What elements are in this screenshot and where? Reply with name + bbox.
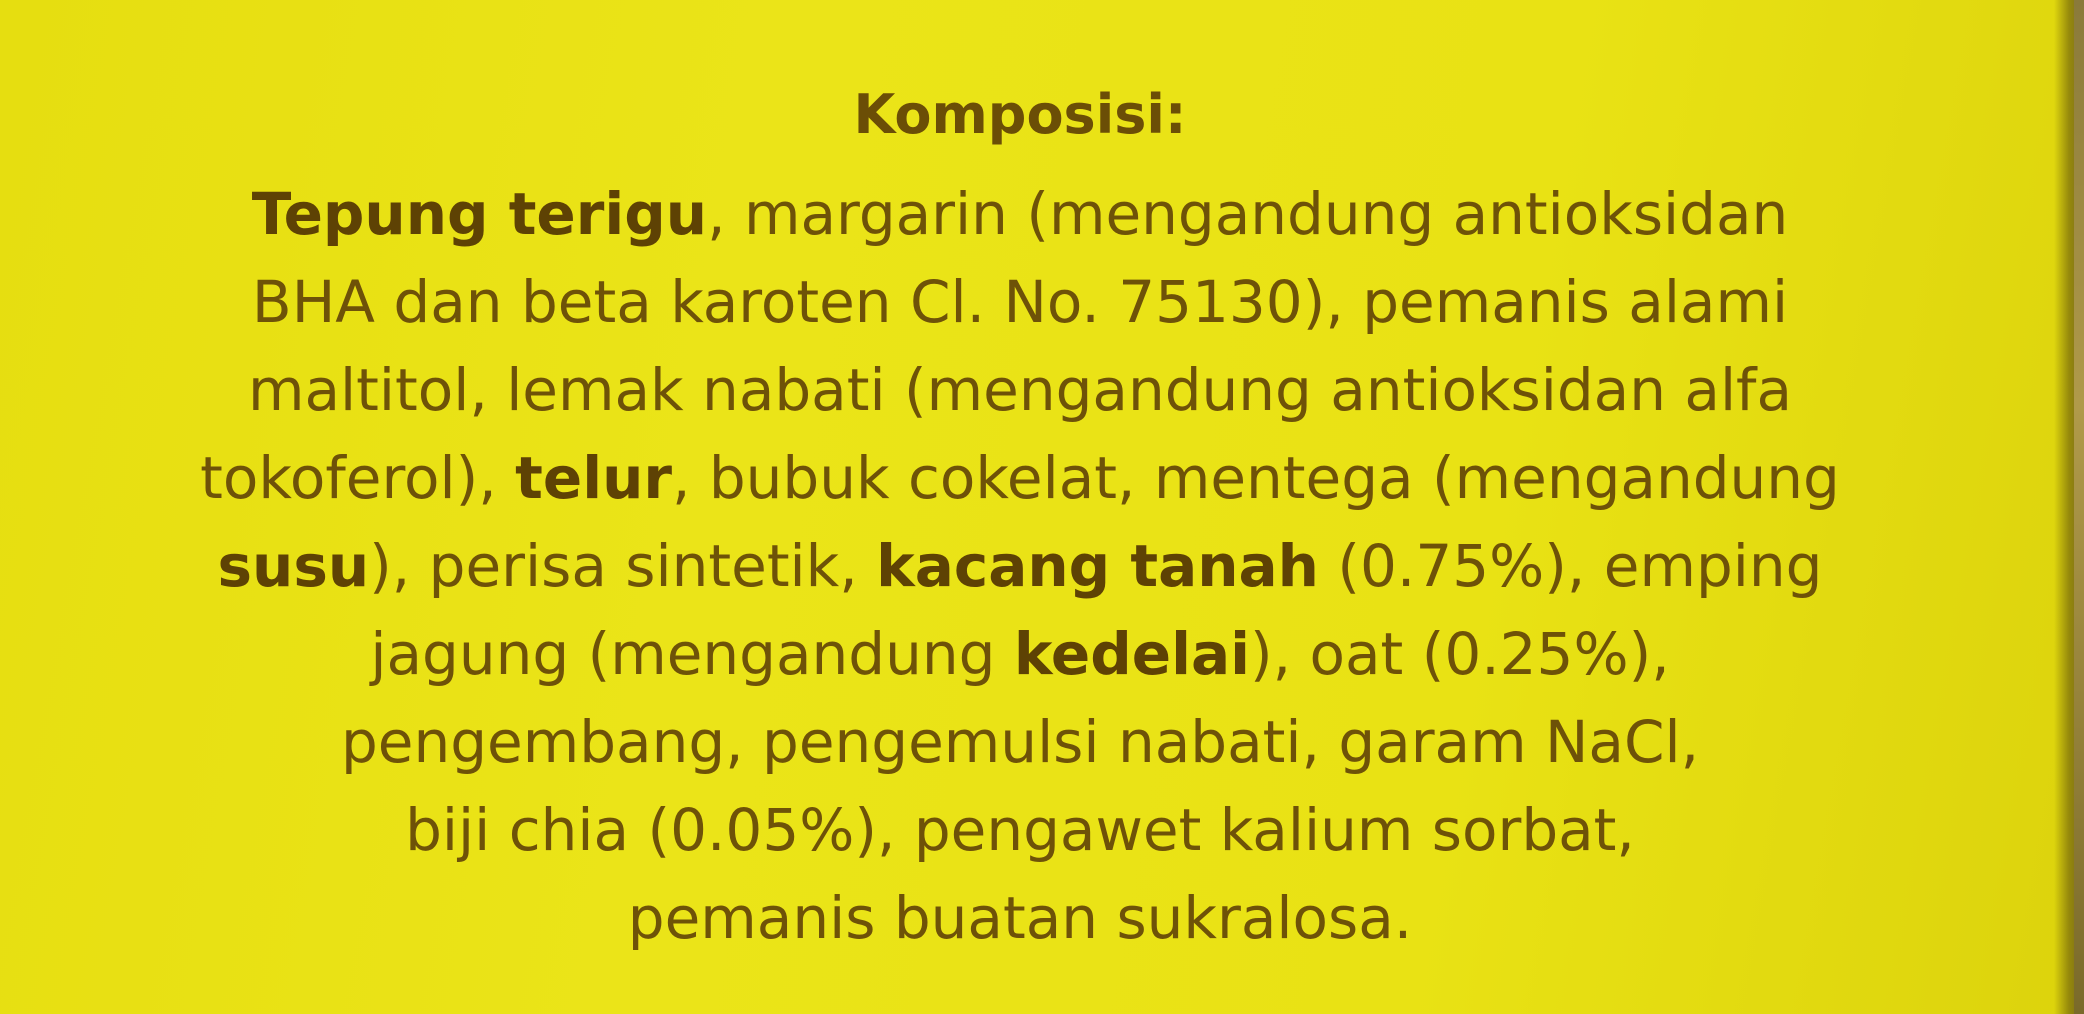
ingredient-line-1 <box>0 174 2040 254</box>
ingredient-text: jagung (mengandung <box>370 620 1014 688</box>
ingredient-line-6 <box>0 614 2040 694</box>
composition-title: Komposisi: <box>853 83 1187 146</box>
ingredient-line-4 <box>0 438 2040 518</box>
allergen-text: susu <box>217 532 370 600</box>
ingredient-text: maltitol, lemak nabati (mengandung antioksidan alfa <box>247 356 1793 424</box>
ingredient-line-5 <box>0 526 2040 606</box>
ingredient-line-2 <box>0 262 2040 342</box>
allergen-text: telur <box>515 444 672 512</box>
ingredient-text: , bubuk cokelat, mentega (mengandung <box>671 444 1840 512</box>
ingredient-line-8 <box>0 790 2040 870</box>
ingredient-text: BHA dan beta karoten Cl. No. 75130), pemanis alami <box>251 268 1789 336</box>
ingredient-line-9 <box>0 878 2040 958</box>
ingredient-text: ), oat (0.25%), <box>1249 620 1670 688</box>
ingredient-line-7 <box>0 702 2040 782</box>
ingredient-text: pemanis buatan sukralosa. <box>627 884 1413 952</box>
ingredient-text: (0.75%), emping <box>1318 532 1823 600</box>
ingredient-text: pengembang, pengemulsi nabati, garam NaCl, <box>340 708 1699 776</box>
ingredient-text: ), perisa sintetik, <box>369 532 877 600</box>
package-edge <box>2074 0 2084 1014</box>
ingredient-text: biji chia (0.05%), pengawet kalium sorbat, <box>405 796 1635 864</box>
ingredient-line-3 <box>0 350 2040 430</box>
allergen-text: kedelai <box>1013 620 1250 688</box>
allergen-text: Tepung terigu <box>251 180 708 248</box>
ingredient-text: , margarin (mengandung antioksidan <box>707 180 1789 248</box>
allergen-text: kacang tanah <box>876 532 1319 600</box>
ingredient-text: tokoferol), <box>200 444 516 512</box>
